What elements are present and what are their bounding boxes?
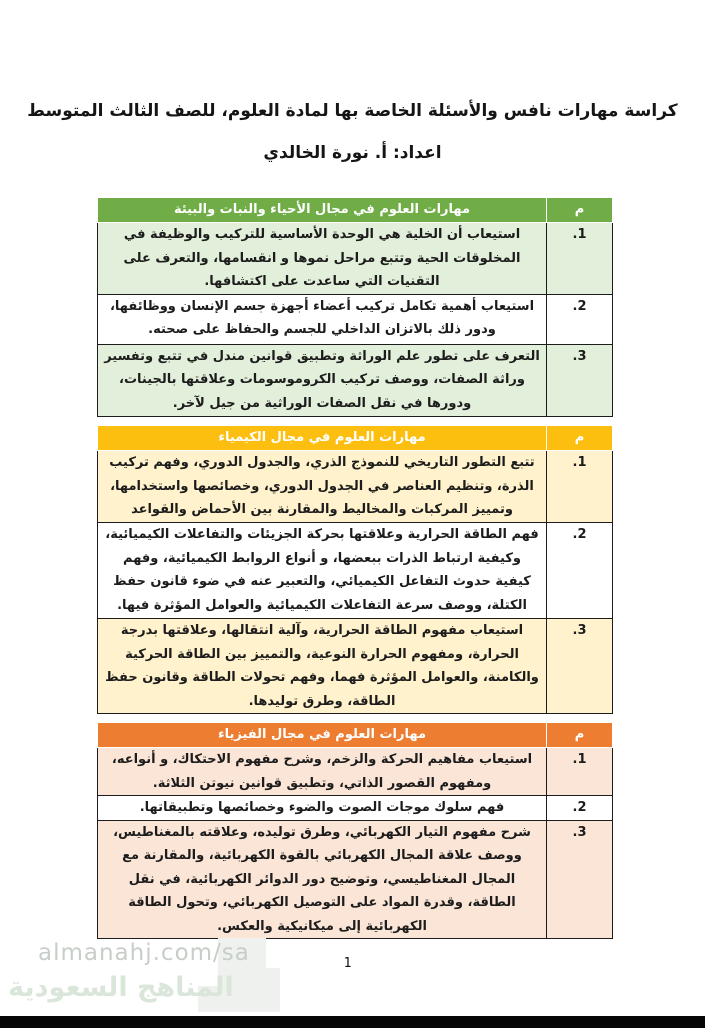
row-number: 3. [547,344,613,416]
table-header-row [98,426,613,451]
row-text: استيعاب أهمية تكامل تركيب أعضاء أجهزة جسم الإنسان ووظائفها، ودور ذلك بالاتزان الداخلي للجسم والحفاظ على صحته. [98,294,547,344]
document-title-line1: كراسة مهارات نافس والأسئلة الخاصة بها لمادة العلوم، للصف الثالث المتوسط [27,101,678,121]
row-text: فهم الطاقة الحرارية وعلاقتها بحركة الجزيئات والتفاعلات الكيميائية، وكيفية ارتباط الذرات ببعضها، و أنواع الروابط الكيميائية، وفهم كيفية حدوث التفاعل الكيميائي، والتعبير عنه في ضوء قانون حفظ الكتلة، ووصف سرعة التفاعلات الكيميائية والعوامل المؤثرة فيها. [98,523,547,619]
index-column-header: م [547,723,613,748]
table-row [98,223,613,295]
table-row [98,619,613,714]
watermark-logo-text: المناهج السعودية [8,972,234,1003]
document-title-line2: اعداد: أ. نورة الخالدي [263,143,442,163]
table-row [98,796,613,821]
row-number: 1. [547,223,613,295]
watermark-url: almanahj.com/sa [38,940,250,966]
row-number: 3. [547,820,613,939]
row-text: تتبع التطور التاريخي للنموذج الذري، والجدول الدوري، وفهم تركيب الذرة، وتنظيم العناصر في الجدول الدوري، وخصائصها واستخدامها، وتمييز المركبات والمخاليط والمقارنة بين الأحماض والقواعد [98,451,547,523]
physics-skills-table [97,722,613,939]
row-number: 3. [547,619,613,714]
index-column-header: م [547,198,613,223]
row-text: استيعاب مفاهيم الحركة والزخم، وشرح مفهوم الاحتكاك، و أنواعه، ومفهوم القصور الذاتي، وتطبيق قوانين نيوتن الثلاثة. [98,748,547,796]
row-text: استيعاب أن الخلية هي الوحدة الأساسية للتركيب والوظيفة في المخلوقات الحية وتتبع مراحل نموها و انقسامها، والتعرف على التقنيات التي ساعدت على اكتشافها. [98,223,547,295]
table-header-row [98,723,613,748]
document-title [0,90,705,174]
physics-table-title: مهارات العلوم في مجال الفيزياء [98,723,547,748]
table-row [98,344,613,416]
table-header-row [98,198,613,223]
row-text: شرح مفهوم التيار الكهربائي، وطرق توليده، وعلاقته بالمغناطيس، ووصف علاقة المجال الكهربائي بالقوة الكهربائية، والمقارنة مع المجال المغناطيسي، وتوضيح دور الدوائر الكهربائية، في نقل الطاقة، وقدرة المواد على التوصيل الكهربائي، وتحول الطاقة الكهربائية إلى ميكانيكية والعكس. [98,820,547,939]
table-row [98,820,613,939]
row-text: فهم سلوك موجات الصوت والضوء وخصائصها وتطبيقاتها. [98,796,547,821]
row-text: استيعاب مفهوم الطاقة الحرارية، وآلية انتقالها، وعلاقتها بدرجة الحرارة، ومفهوم الحرارة النوعية، والتمييز بين الطاقة الحركية والكامنة، والعوامل المؤثرة فهما، وفهم تحولات الطاقة وقانون حفظ الطاقة، وطرق توليدها. [98,619,547,714]
chemistry-table-title: مهارات العلوم في مجال الكيمياء [98,426,547,451]
table-row [98,451,613,523]
row-number: 1. [547,451,613,523]
bottom-black-bar [0,1016,705,1028]
row-number: 2. [547,523,613,619]
row-text: التعرف على تطور علم الوراثة وتطبيق قوانين مندل في تتبع وتفسير وراثة الصفات، ووصف تركيب الكروموسومات وعلاقتها بالجينات، ودورها في نقل الصفات الوراثية من جيل لآخر. [98,344,547,416]
row-number: 2. [547,796,613,821]
table-row [98,294,613,344]
row-number: 2. [547,294,613,344]
index-column-header: م [547,426,613,451]
page-number: 1 [343,956,352,971]
row-number: 1. [547,748,613,796]
biology-skills-table [97,197,613,417]
chemistry-skills-table [97,425,613,714]
biology-table-title: مهارات العلوم في مجال الأحياء والنبات والبيئة [98,198,547,223]
table-row [98,748,613,796]
table-row [98,523,613,619]
